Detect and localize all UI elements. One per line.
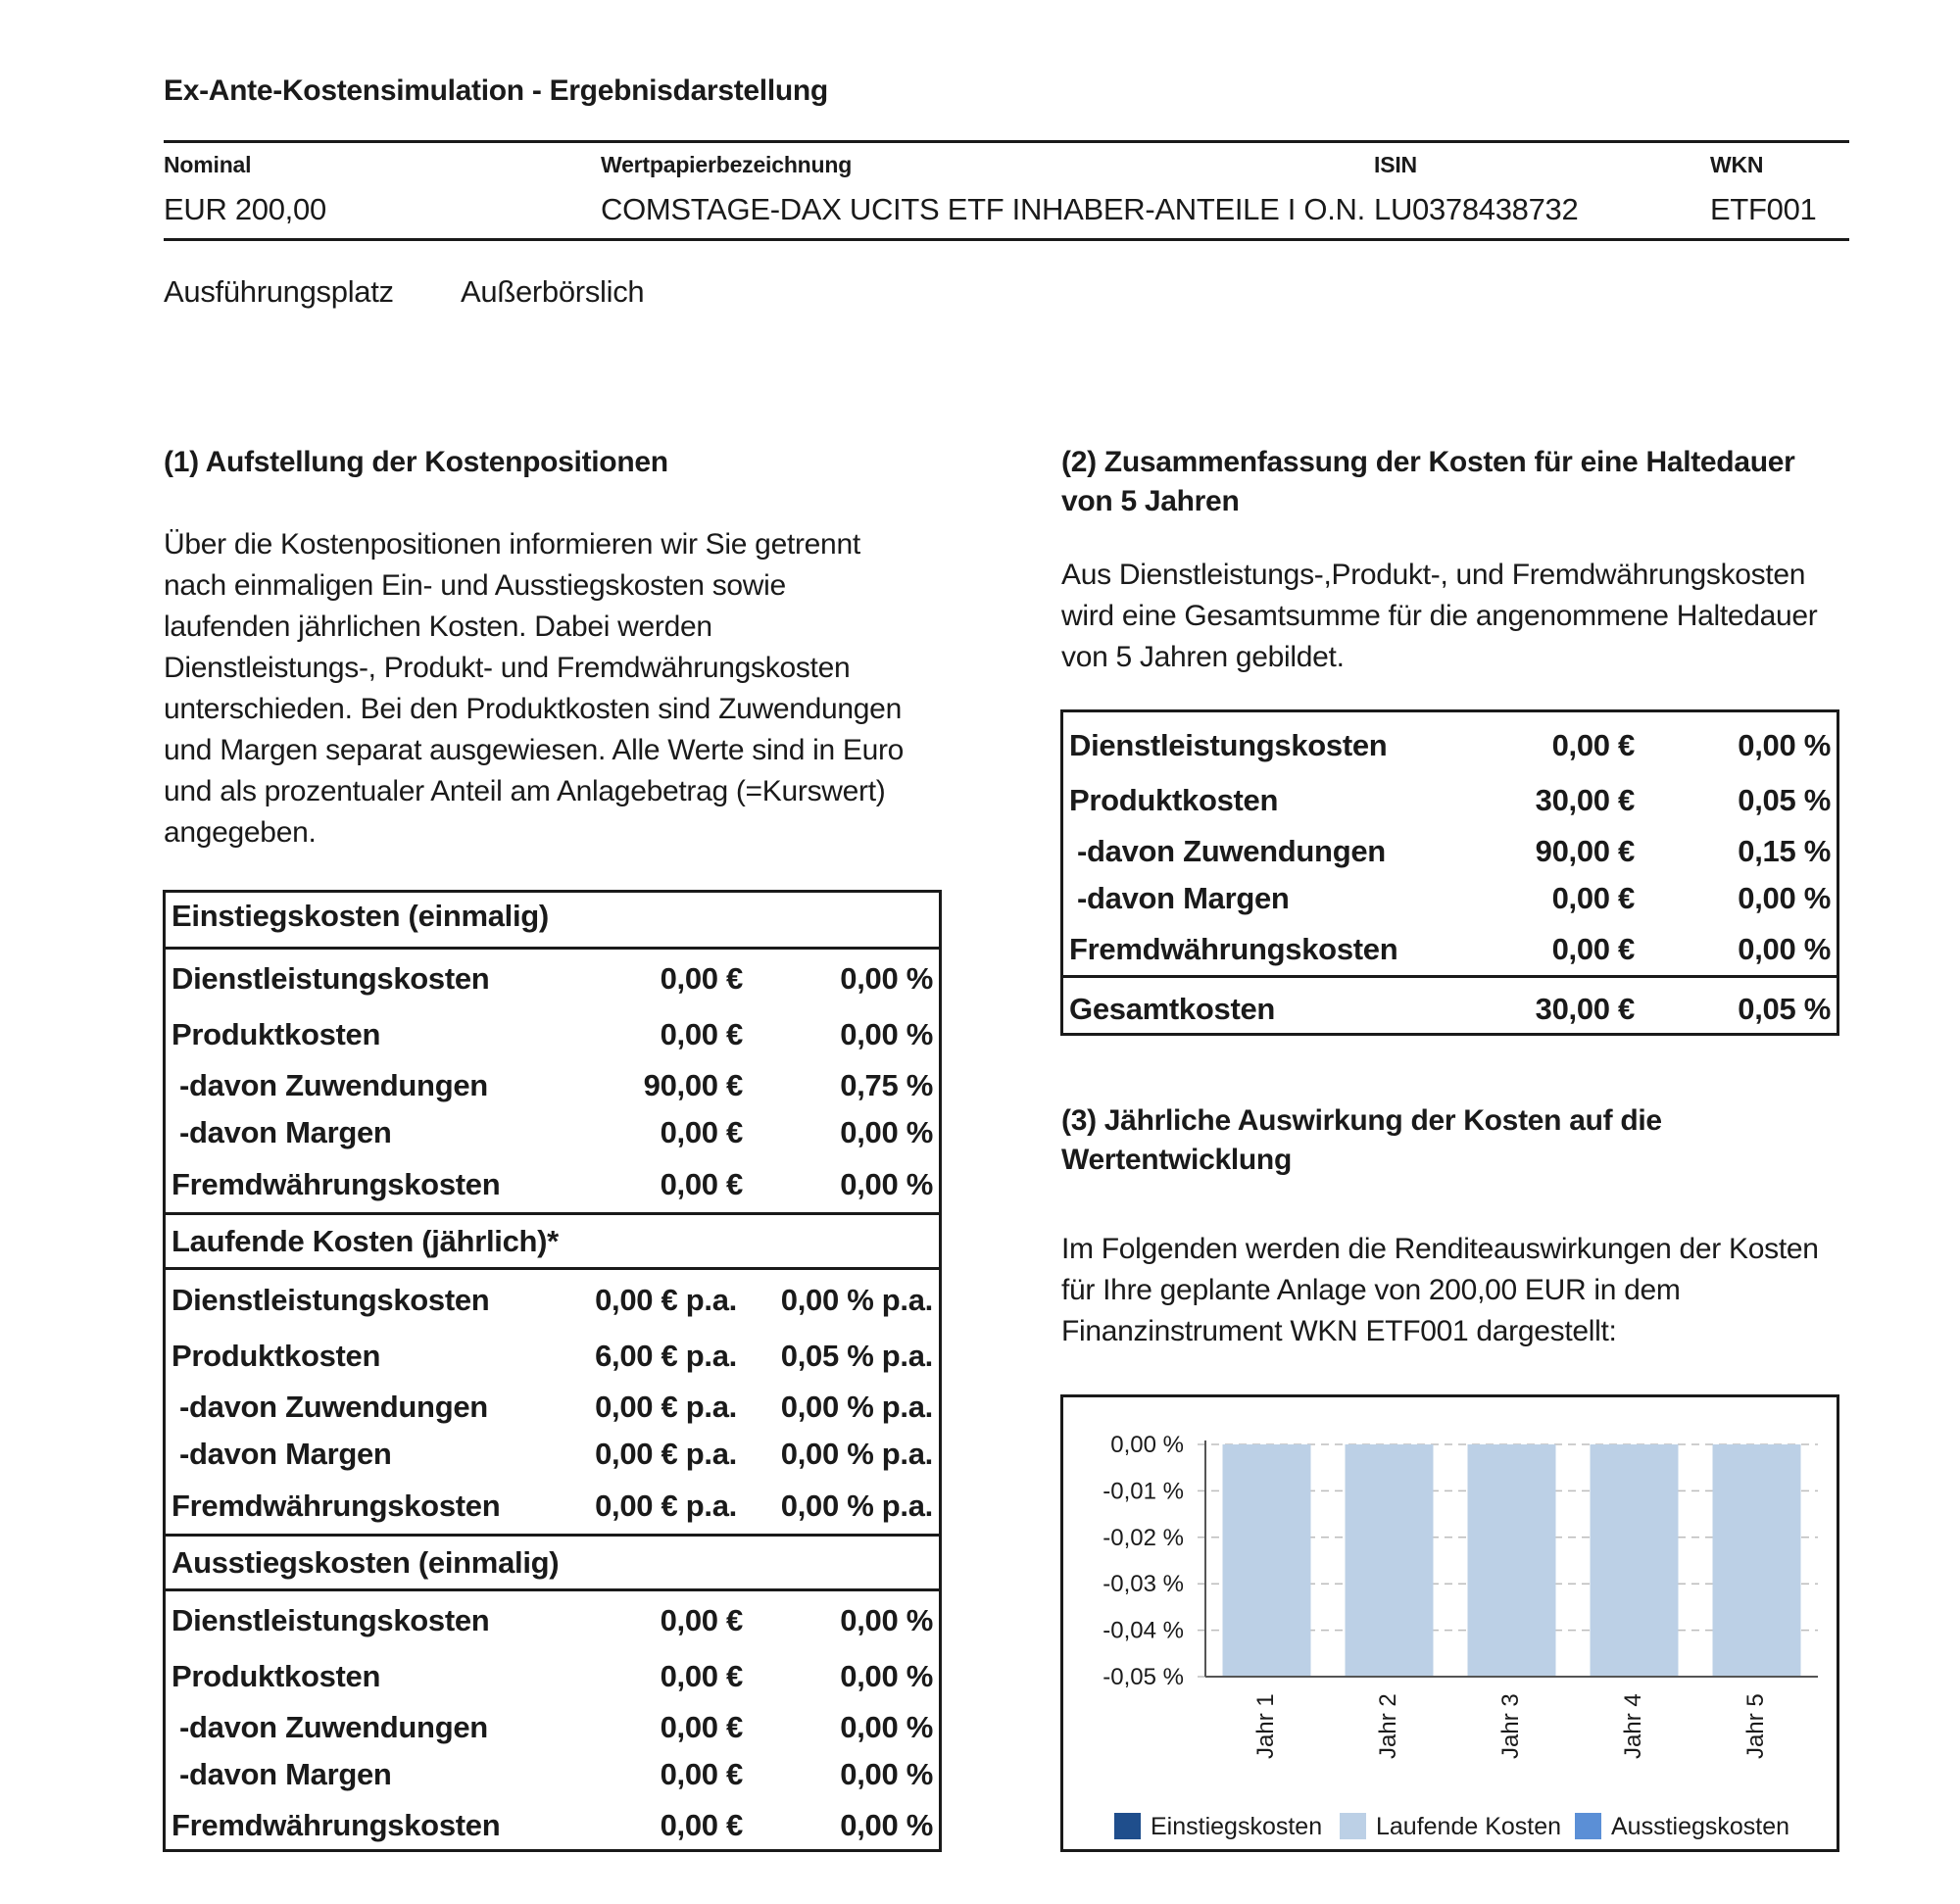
row-label: Fremdwährungskosten <box>172 1489 501 1523</box>
legend-item-ausstieg <box>1575 1813 1789 1841</box>
row-label: Fremdwährungskosten <box>172 1167 501 1201</box>
security-value: COMSTAGE-DAX UCITS ETF INHABER-ANTEILE I O.N. <box>601 192 1365 226</box>
row-eur-value: 0,00 € p.a. <box>595 1437 737 1471</box>
row-pct-value: 0,00 % <box>840 1757 933 1791</box>
legend-swatch <box>1114 1813 1141 1839</box>
legend-item-laufend <box>1340 1813 1561 1841</box>
table-row <box>166 1704 939 1749</box>
table-row <box>166 1333 939 1378</box>
table-separator <box>166 1534 939 1537</box>
isin-label: ISIN <box>1374 152 1417 177</box>
table-row <box>166 1161 939 1206</box>
x-tick-label: Jahr 1 <box>1251 1693 1279 1759</box>
table-row <box>166 1062 939 1107</box>
legend-swatch <box>1575 1813 1601 1839</box>
row-pct-value: 0,00 % <box>1738 932 1831 966</box>
document-title: Ex-Ante-Kostensimulation - Ergebnisdarstellung <box>164 74 828 107</box>
header-bottom-rule <box>164 238 1849 241</box>
row-pct-value: 0,75 % <box>840 1068 933 1102</box>
row-eur-value: 0,00 € <box>660 1017 743 1051</box>
row-eur-value: 0,00 € <box>660 961 743 996</box>
table-row <box>166 1431 939 1476</box>
nominal-label: Nominal <box>164 152 252 177</box>
legend-swatch <box>1340 1813 1366 1839</box>
paragraph-line: Im Folgenden werden die Renditeauswirkungen der Kosten <box>1061 1233 1819 1265</box>
row-eur-value: 0,00 € <box>1551 932 1635 966</box>
paragraph-line: angegeben. <box>164 816 317 849</box>
row-label: -davon Zuwendungen <box>1077 834 1386 868</box>
y-tick-label: 0,00 % <box>1110 1432 1184 1458</box>
row-label: Produktkosten <box>172 1017 381 1051</box>
row-eur-value: 6,00 € p.a. <box>595 1339 737 1373</box>
y-tick-label: -0,01 % <box>1102 1478 1184 1505</box>
row-eur-value: 0,00 € <box>1551 881 1635 915</box>
section1-title: (1) Aufstellung der Kostenpositionen <box>164 446 668 478</box>
row-eur-value: 0,00 € <box>660 1167 743 1201</box>
row-pct-value: 0,05 % <box>1738 783 1831 817</box>
total-pct-value: 0,05 % <box>1738 992 1831 1026</box>
bar <box>1591 1444 1679 1677</box>
paragraph-line: Aus Dienstleistungs-,Produkt-, und Fremdwährungskosten <box>1061 559 1806 591</box>
x-tick-label: Jahr 3 <box>1496 1693 1524 1759</box>
table-separator <box>166 1267 939 1270</box>
table-separator <box>166 947 939 950</box>
row-eur-value: 0,00 € <box>660 1603 743 1637</box>
section3-title-line: Wertentwicklung <box>1061 1144 1292 1176</box>
exit-costs-heading <box>166 1539 939 1585</box>
table-row <box>166 955 939 1001</box>
nominal-value: EUR 200,00 <box>164 192 326 226</box>
row-label: Produktkosten <box>1069 783 1279 817</box>
running-costs-heading-label: Laufende Kosten (jährlich)* <box>172 1224 559 1258</box>
row-pct-value: 0,00 % <box>840 1167 933 1201</box>
row-eur-value: 0,00 € <box>1551 728 1635 762</box>
entry-costs-heading <box>166 893 939 938</box>
row-pct-value: 0,00 % <box>840 1017 933 1051</box>
row-label: -davon Margen <box>179 1757 392 1791</box>
row-label: -davon Margen <box>179 1437 392 1471</box>
execution-venue-label: Ausführungsplatz <box>164 274 394 309</box>
table-row <box>166 1653 939 1698</box>
table-row <box>1063 722 1837 767</box>
paragraph-line: Dienstleistungs-, Produkt- und Fremdwährungskosten <box>164 652 851 684</box>
y-tick-label: -0,04 % <box>1102 1617 1184 1644</box>
paragraph-line: wird eine Gesamtsumme für die angenommene Haltedauer <box>1061 600 1818 632</box>
row-eur-value: 0,00 € p.a. <box>595 1283 737 1317</box>
wkn-label: WKN <box>1710 152 1764 177</box>
wkn-value: ETF001 <box>1710 192 1817 226</box>
paragraph-line: von 5 Jahren gebildet. <box>1061 641 1345 673</box>
row-eur-value: 0,00 € p.a. <box>595 1489 737 1523</box>
table-separator <box>166 1212 939 1215</box>
table-row <box>1063 875 1837 920</box>
paragraph-line: und als prozentualer Anteil am Anlagebetrag (=Kurswert) <box>164 775 886 807</box>
row-label: -davon Margen <box>179 1115 392 1149</box>
y-tick-label: -0,05 % <box>1102 1664 1184 1690</box>
y-tick-label: -0,03 % <box>1102 1571 1184 1598</box>
row-pct-value: 0,00 % p.a. <box>780 1390 933 1424</box>
legend-item-einstieg <box>1114 1813 1322 1841</box>
row-label: -davon Zuwendungen <box>179 1068 488 1102</box>
cost-impact-chart <box>1060 1394 1839 1852</box>
row-label: Dienstleistungskosten <box>1069 728 1388 762</box>
entry-costs-heading-label: Einstiegskosten (einmalig) <box>172 899 549 933</box>
row-pct-value: 0,00 % <box>1738 728 1831 762</box>
section2-paragraph <box>1061 555 1865 678</box>
cost-summary-table <box>1060 709 1839 1036</box>
bar <box>1346 1444 1434 1677</box>
paragraph-line: laufenden jährlichen Kosten. Dabei werden <box>164 610 712 643</box>
row-pct-value: 0,00 % <box>840 1710 933 1744</box>
row-eur-value: 90,00 € <box>643 1068 743 1102</box>
section3-paragraph <box>1061 1229 1865 1352</box>
x-tick-label: Jahr 4 <box>1619 1693 1646 1759</box>
row-pct-value: 0,00 % p.a. <box>780 1283 933 1317</box>
total-eur-value: 30,00 € <box>1535 992 1635 1026</box>
section1-paragraph <box>164 524 948 854</box>
running-costs-heading <box>166 1218 939 1263</box>
table-row <box>1063 777 1837 822</box>
legend-label: Laufende Kosten <box>1376 1813 1562 1840</box>
legend-label: Einstiegskosten <box>1151 1813 1323 1840</box>
chart-plot <box>1063 1397 1837 1849</box>
table-row <box>166 1802 939 1847</box>
x-tick-label: Jahr 2 <box>1374 1693 1401 1759</box>
row-pct-value: 0,05 % p.a. <box>780 1339 933 1373</box>
table-row <box>1063 828 1837 873</box>
row-eur-value: 0,00 € <box>660 1757 743 1791</box>
row-pct-value: 0,00 % p.a. <box>780 1437 933 1471</box>
bar <box>1223 1444 1311 1677</box>
section2-title-line: von 5 Jahren <box>1061 485 1240 517</box>
row-pct-value: 0,00 % <box>840 1603 933 1637</box>
paragraph-line: Über die Kostenpositionen informieren wir Sie getrennt <box>164 528 860 561</box>
row-label: Dienstleistungskosten <box>172 961 490 996</box>
row-pct-value: 0,00 % <box>840 1115 933 1149</box>
row-label: Dienstleistungskosten <box>172 1603 490 1637</box>
isin-value: LU0378438732 <box>1374 192 1579 226</box>
row-label: Dienstleistungskosten <box>172 1283 490 1317</box>
row-label: Fremdwährungskosten <box>1069 932 1398 966</box>
row-label: Fremdwährungskosten <box>172 1808 501 1842</box>
bar <box>1713 1444 1801 1677</box>
table-row <box>166 1751 939 1796</box>
table-separator <box>166 1588 939 1591</box>
row-pct-value: 0,00 % p.a. <box>780 1489 933 1523</box>
table-row <box>166 1483 939 1528</box>
row-label: -davon Zuwendungen <box>179 1390 488 1424</box>
table-row <box>166 1384 939 1429</box>
paragraph-line: für Ihre geplante Anlage von 200,00 EUR in dem <box>1061 1274 1681 1306</box>
row-pct-value: 0,00 % <box>1738 881 1831 915</box>
row-eur-value: 30,00 € <box>1535 783 1635 817</box>
paragraph-line: und Margen separat ausgewiesen. Alle Werte sind in Euro <box>164 734 905 766</box>
row-eur-value: 0,00 € <box>660 1659 743 1693</box>
section2-title <box>1061 443 1795 521</box>
paragraph-line: unterschieden. Bei den Produktkosten sind Zuwendungen <box>164 693 902 725</box>
cost-positions-table <box>163 890 942 1852</box>
table-row <box>166 1277 939 1322</box>
row-label: Produktkosten <box>172 1659 381 1693</box>
row-label: -davon Margen <box>1077 881 1290 915</box>
bar <box>1468 1444 1556 1677</box>
table-row <box>166 1109 939 1154</box>
header-top-rule <box>164 140 1849 143</box>
row-eur-value: 0,00 € p.a. <box>595 1390 737 1424</box>
section3-title <box>1061 1101 1662 1180</box>
row-pct-value: 0,00 % <box>840 961 933 996</box>
security-label: Wertpapierbezeichnung <box>601 152 853 177</box>
table-row <box>166 1011 939 1056</box>
y-tick-label: -0,02 % <box>1102 1524 1184 1551</box>
total-label: Gesamtkosten <box>1069 992 1276 1026</box>
section2-title-line: (2) Zusammenfassung der Kosten für eine Haltedauer <box>1061 446 1795 478</box>
paragraph-line: Finanzinstrument WKN ETF001 dargestellt: <box>1061 1315 1617 1347</box>
row-label: Produktkosten <box>172 1339 381 1373</box>
row-pct-value: 0,00 % <box>840 1659 933 1693</box>
execution-venue-value: Außerbörslich <box>461 274 645 309</box>
exit-costs-heading-label: Ausstiegskosten (einmalig) <box>172 1545 560 1580</box>
paragraph-line: nach einmaligen Ein- und Ausstiegskosten sowie <box>164 569 786 602</box>
legend-label: Ausstiegskosten <box>1611 1813 1790 1840</box>
section3-title-line: (3) Jährliche Auswirkung der Kosten auf die <box>1061 1104 1662 1137</box>
table-separator <box>1063 975 1837 978</box>
total-row <box>1063 986 1837 1031</box>
row-pct-value: 0,00 % <box>840 1808 933 1842</box>
row-label: -davon Zuwendungen <box>179 1710 488 1744</box>
row-eur-value: 0,00 € <box>660 1115 743 1149</box>
row-eur-value: 0,00 € <box>660 1808 743 1842</box>
table-row <box>1063 926 1837 971</box>
x-tick-label: Jahr 5 <box>1741 1693 1769 1759</box>
row-eur-value: 0,00 € <box>660 1710 743 1744</box>
row-eur-value: 90,00 € <box>1535 834 1635 868</box>
table-row <box>166 1597 939 1642</box>
row-pct-value: 0,15 % <box>1738 834 1831 868</box>
